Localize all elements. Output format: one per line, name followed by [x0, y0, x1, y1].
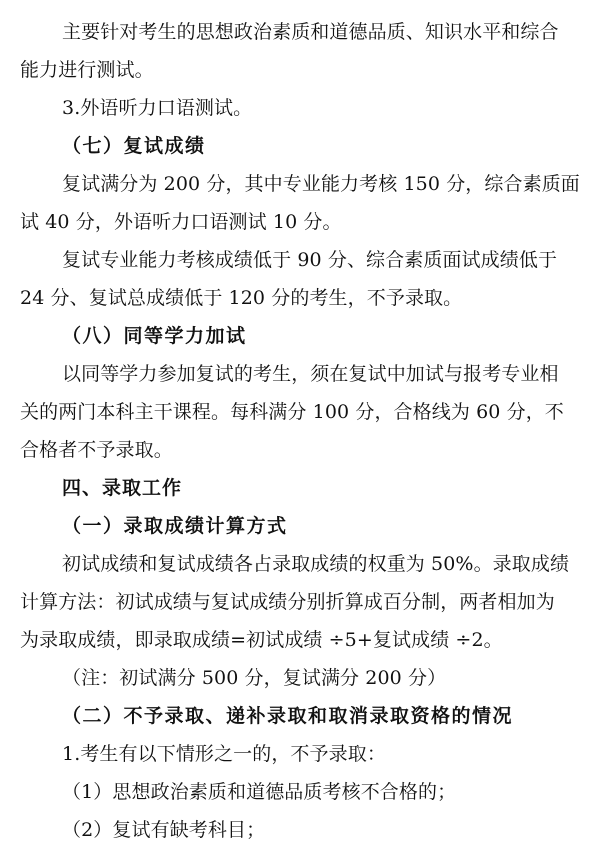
subsection-heading: （二）不予录取、递补录取和取消录取资格的情况: [62, 705, 514, 727]
body-text-line: 主要针对考生的思想政治素质和道德品质、知识水平和综合: [62, 21, 559, 43]
list-item: （1）思想政治素质和道德品质考核不合格的；: [62, 781, 457, 803]
body-text-line: 能力进行测试。: [20, 59, 154, 81]
body-text-line: 复试专业能力考核成绩低于 90 分、综合素质面试成绩低于: [62, 249, 558, 271]
body-text-line: 以同等学力参加复试的考生，须在复试中加试与报考专业相: [62, 363, 559, 385]
section-heading: 四、录取工作: [62, 477, 183, 499]
list-item: 1.考生有以下情形之一的，不予录取：: [62, 743, 386, 765]
body-text-line: 复试满分为 200 分，其中专业能力考核 150 分，综合素质面: [62, 173, 580, 195]
subsection-heading: （七）复试成绩: [62, 135, 206, 157]
list-item: （2）复试有缺考科目；: [62, 819, 266, 841]
body-text-line: 试 40 分，外语听力口语测试 10 分。: [20, 211, 342, 233]
body-text-line: 24 分、复试总成绩低于 120 分的考生，不予录取。: [20, 287, 463, 309]
body-text-line: 合格者不予录取。: [20, 439, 173, 461]
body-text-line: 为录取成绩，即录取成绩=初试成绩 ÷5+复试成绩 ÷2。: [20, 629, 503, 651]
body-text-line: 初试成绩和复试成绩各占录取成绩的权重为 50%。录取成绩: [62, 553, 570, 575]
note-text: （注：初试满分 500 分，复试满分 200 分）: [62, 667, 447, 689]
subsection-heading: （八）同等学力加试: [62, 325, 247, 347]
body-text-line: 关的两门本科主干课程。每科满分 100 分，合格线为 60 分，不: [20, 401, 564, 423]
subsection-heading: （一）录取成绩计算方式: [62, 515, 288, 537]
body-text-line: 计算方法：初试成绩与复试成绩分别折算成百分制，两者相加为: [20, 591, 555, 613]
list-item: 3.外语听力口语测试。: [62, 97, 253, 119]
